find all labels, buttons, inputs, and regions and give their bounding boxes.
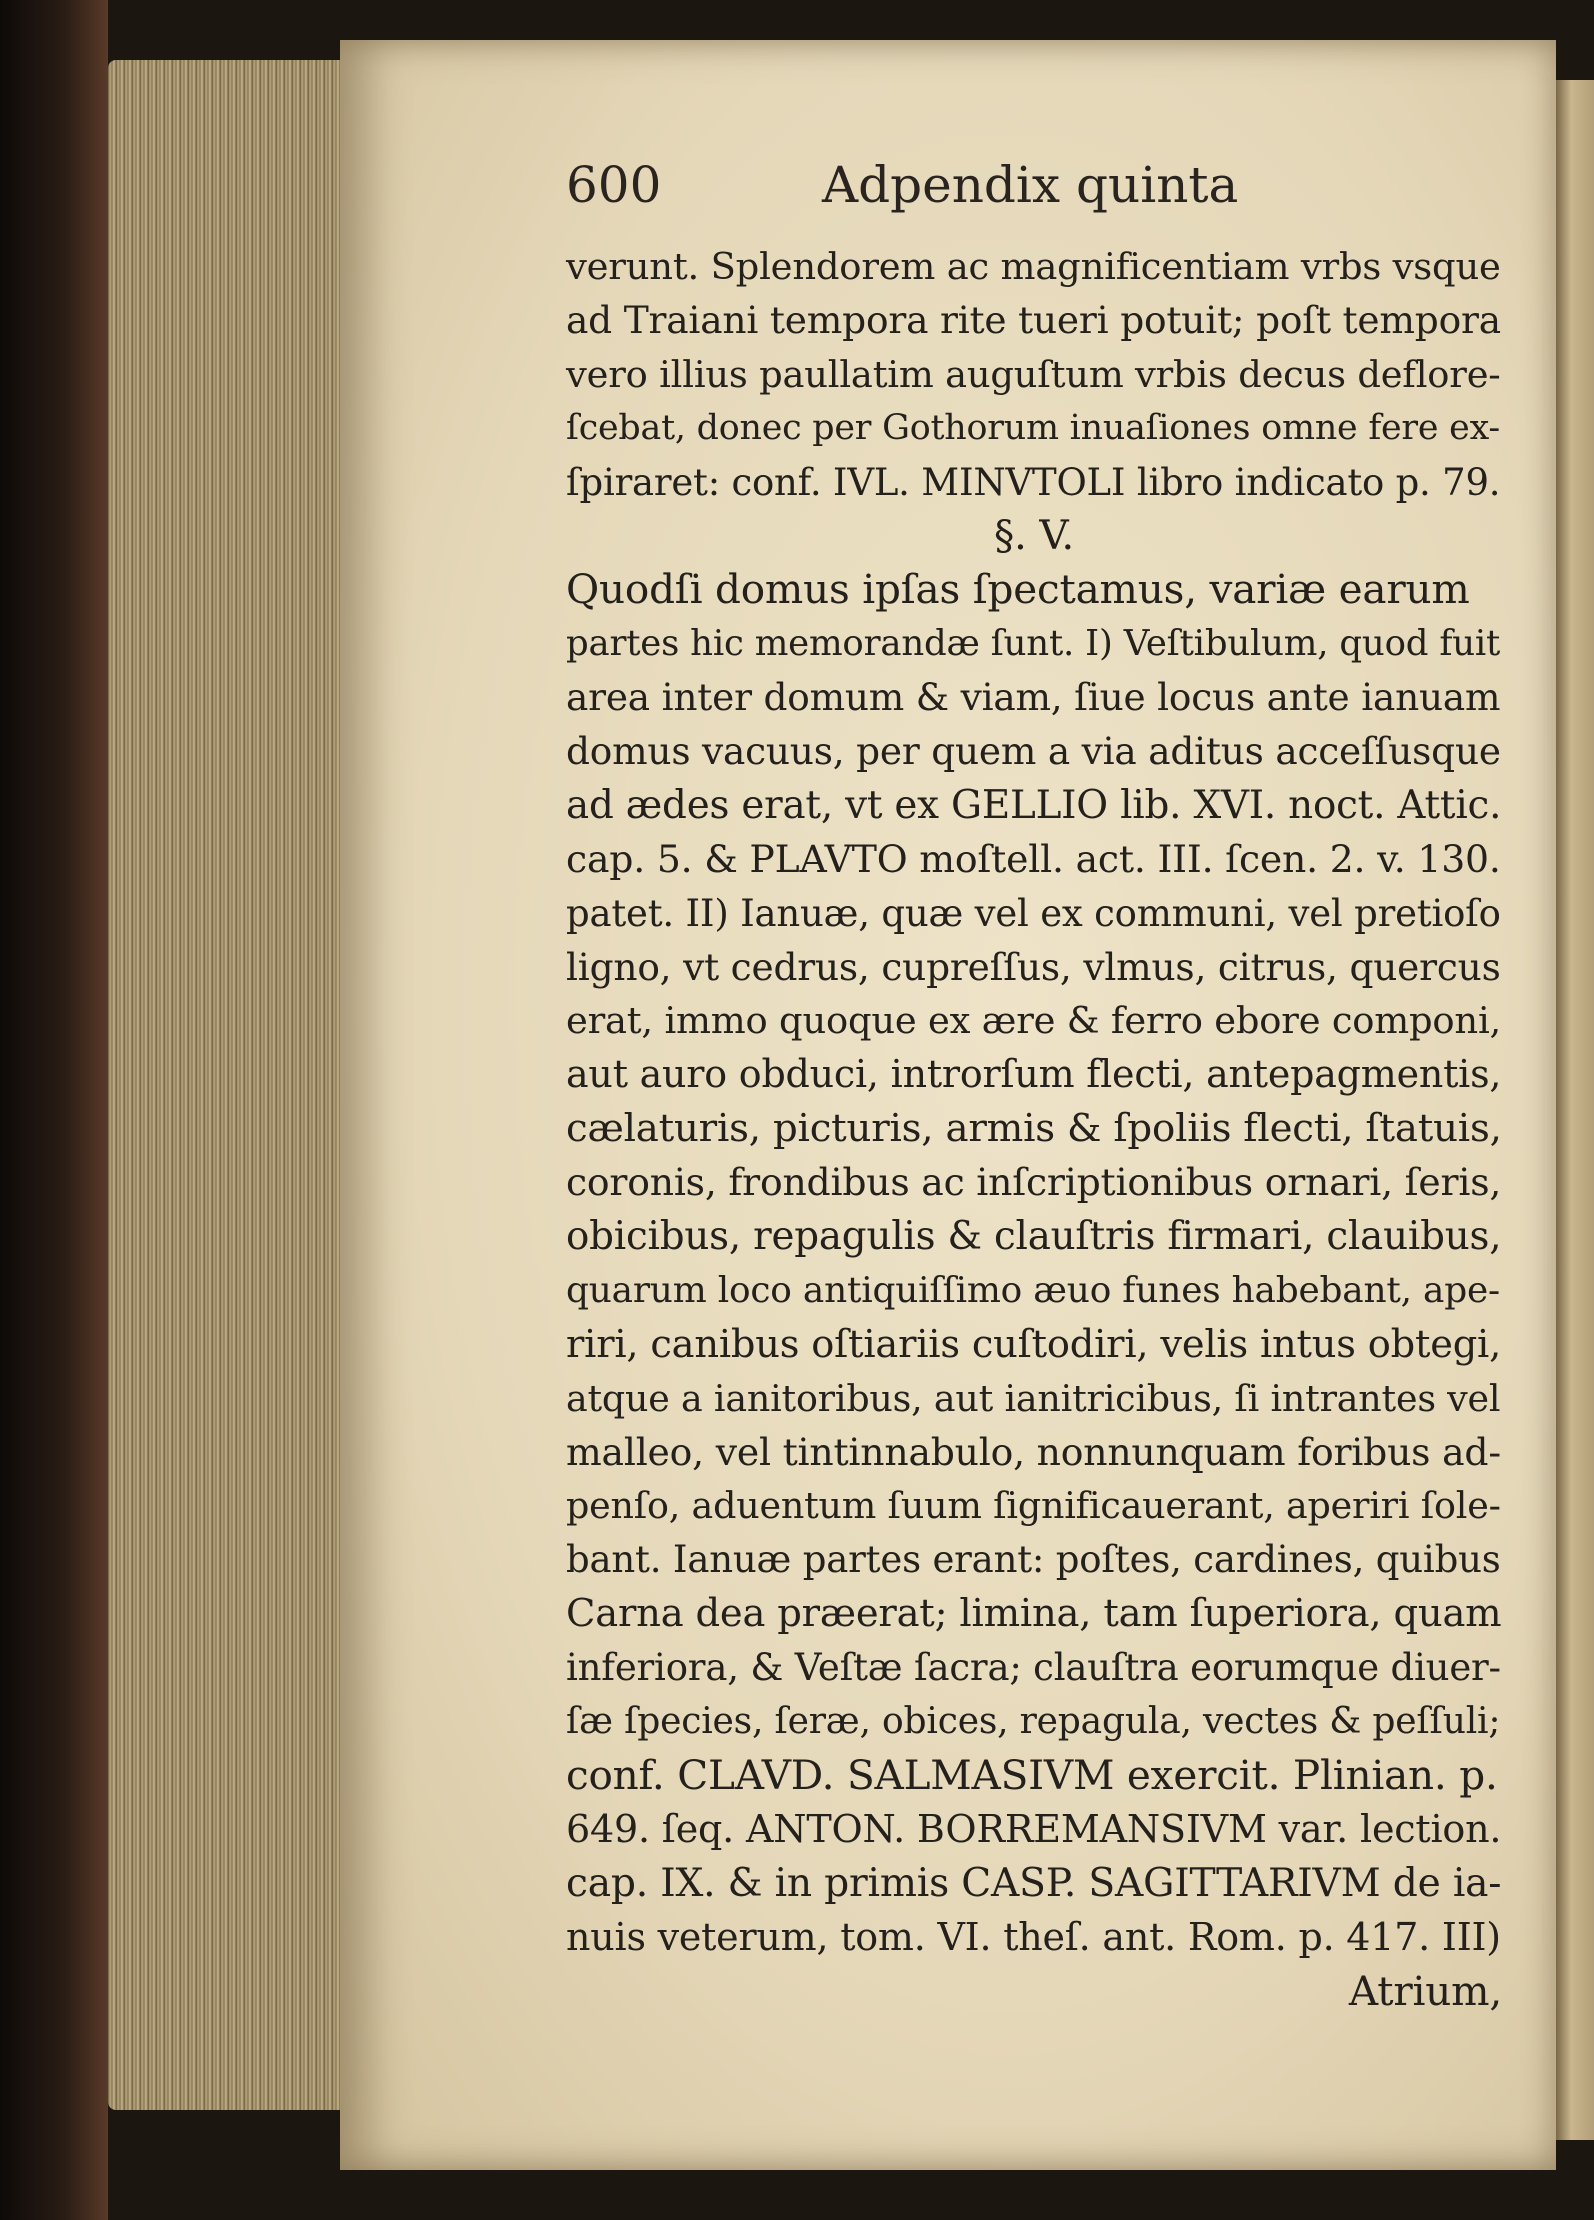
body-text [566, 240, 1502, 2018]
text-line: ad ædes erat, vt ex GELLIO lib. XVI. noct. Attic. [566, 782, 1502, 828]
text-line: atque a ianitoribus, aut ianitricibus, ſi intrantes vel [566, 1376, 1501, 1420]
text-line: inferiora, & Veſtæ ſacra; clauſtra eorumque diuer- [566, 1646, 1501, 1690]
text-line: aut auro obduci, introrſum flecti, antepagmentis, [566, 1052, 1502, 1097]
page-number: 600 [566, 156, 662, 214]
text-line: patet. II) Ianuæ, quæ vel ex communi, vel pretioſo [566, 891, 1501, 935]
text-line: ſpiraret: conf. IVL. MINVTOLI libro indicato p. 79. [566, 460, 1501, 504]
facing-page-edge [1556, 80, 1594, 2140]
running-head: Adpendix quinta [822, 156, 1239, 214]
page-block-edges [108, 60, 348, 2110]
text-line: cap. 5. & PLAVTO moſtell. act. III. ſcen. 2. v. 130. [566, 836, 1501, 881]
text-line: bant. Ianuæ partes erant: poſtes, cardines, quibus [566, 1538, 1501, 1582]
text-line: malleo, vel tintinnabulo, nonnunquam foribus ad- [566, 1429, 1501, 1474]
text-line: domus vacuus, per quem a via aditus acceſſusque [566, 729, 1501, 774]
text-line: penſo, aduentum ſuum ſignificauerant, aperiri ſole- [566, 1484, 1501, 1528]
text-line: verunt. Splendorem ac magnificentiam vrbs vsque [566, 245, 1501, 288]
text-line: vero illius paullatim auguſtum vrbis decus deflore- [566, 352, 1501, 396]
text-line: coronis, frondibus ac inſcriptionibus ornari, ſeris, [566, 1160, 1502, 1205]
text-line: nuis veterum, tom. VI. theſ. ant. Rom. p. 417. III) [566, 1914, 1501, 1959]
text-line: cælaturis, picturis, armis & ſpoliis flecti, ſtatuis, [566, 1106, 1502, 1152]
text-line: erat, immo quoque ex ære & ferro ebore componi, [566, 999, 1502, 1043]
text-line: partes hic memorandæ ſunt. I) Veſtibulum, quod fuit [566, 623, 1501, 665]
text-line: quarum loco antiquiſſimo æuo funes habebant, ape- [566, 1269, 1500, 1311]
text-line: ſæ ſpecies, ſeræ, obices, repagula, vectes & peſſuli; [566, 1700, 1501, 1743]
text-line: riri, canibus oſtiariis cuſtodiri, velis intus obtegi, [566, 1321, 1502, 1367]
catchword: Atrium, [1348, 1966, 1502, 2015]
text-line: area inter domum & viam, ſiue locus ante ianuam [566, 675, 1501, 720]
section-heading: §. V. [993, 511, 1075, 560]
page-header [566, 148, 1286, 238]
text-line: conf. CLAVD. SALMASIVM exercit. Plinian. p. [566, 1750, 1498, 1799]
text-line: cap. IX. & in primis CASP. SAGITTARIVM de ia- [566, 1860, 1502, 1906]
text-line: ligno, vt cedrus, cupreſſus, vlmus, citrus, quercus [566, 944, 1501, 989]
text-line: Carna dea præerat; limina, tam ſuperiora, quam [566, 1591, 1502, 1637]
text-line: ſcebat, donec per Gothorum inuaſiones omne fere ex- [566, 407, 1500, 448]
book-cover-edge [0, 0, 108, 2220]
text-line: obicibus, repagulis & clauſtris firmari, clauibus, [566, 1214, 1502, 1260]
text-line: 649. ſeq. ANTON. BORREMANSIVM var. lection. [566, 1806, 1502, 1851]
text-line: Quodſi domus ipſas ſpectamus, variæ earum [566, 565, 1470, 614]
text-line: ad Traiani tempora rite tueri potuit; poſt tempora [566, 297, 1501, 342]
